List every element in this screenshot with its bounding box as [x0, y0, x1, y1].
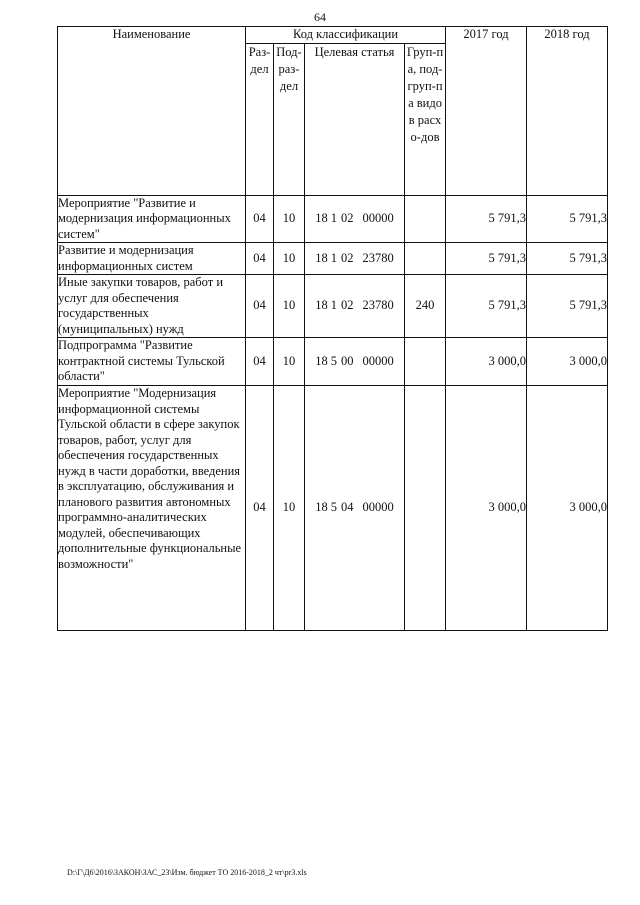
- header-expense-group-text: Груп-па, под-груп-па видов расхо-дов: [406, 44, 444, 145]
- row-name: Мероприятие "Модернизация информационной системы Тульской области в сфере закупок товаров, работ, услуг для обеспечения государственных нужд в части доработки, введения в эксплуатацию, обслуживания и планового развития автономных программно-аналитических модулей, обеспечивающих дополнительные функциональные возможности": [58, 386, 246, 631]
- row-subsection: 10: [274, 275, 305, 338]
- header-year-2018: 2018 год: [527, 27, 608, 196]
- page-number: 64: [314, 10, 326, 24]
- article-code-part: 02: [341, 298, 354, 313]
- article-code-part: 1: [330, 211, 337, 225]
- article-code-part: 02: [341, 250, 354, 265]
- article-code-part: 18: [315, 500, 328, 515]
- row-value-2018: 5 791,3: [527, 243, 608, 275]
- table-row: [58, 338, 608, 386]
- row-target-article: [305, 275, 405, 338]
- row-subsection: 10: [274, 243, 305, 275]
- row-name: Развитие и модернизация информационных систем: [58, 243, 246, 275]
- header-section: [246, 43, 274, 195]
- article-code-part: 23780: [362, 250, 394, 265]
- row-subsection: 10: [274, 386, 305, 631]
- article-code-part: 18: [315, 298, 328, 313]
- row-name: Подпрограмма "Развитие контрактной системы Тульской области": [58, 338, 246, 386]
- article-code-part: 00: [341, 353, 354, 368]
- header-subsection: [274, 43, 305, 195]
- row-section: 04: [246, 386, 274, 631]
- article-code-part: 18: [315, 211, 328, 225]
- row-value-2017: 3 000,0: [446, 338, 527, 386]
- row-value-2017: 3 000,0: [446, 386, 527, 631]
- row-target-article: [305, 386, 405, 631]
- file-path-footer: D:\Г\Д6\2016\ЗАКОН\ЗАС_23\Изм. бюджет ТО 2016-2018_2 чт\pr3.xls: [67, 868, 307, 877]
- row-name: Мероприятие "Развитие и модернизация информационных систем": [58, 195, 246, 243]
- table-row: [58, 386, 608, 631]
- article-code-part: 02: [341, 211, 354, 225]
- article-code-part: 18: [315, 353, 328, 368]
- header-name: Наименование: [58, 27, 246, 196]
- row-section: 04: [246, 243, 274, 275]
- article-code-part: 1: [330, 250, 337, 265]
- article-code-part: 1: [330, 298, 337, 313]
- row-expense-group: [405, 195, 446, 243]
- header-classification: Код классификации: [246, 27, 446, 44]
- row-value-2018: 5 791,3: [527, 275, 608, 338]
- table-row: [58, 195, 608, 243]
- row-expense-group: [405, 243, 446, 275]
- article-code-part: 5: [330, 500, 337, 515]
- table-row: [58, 243, 608, 275]
- row-value-2018: 3 000,0: [527, 338, 608, 386]
- row-target-article: [305, 243, 405, 275]
- row-section: 04: [246, 275, 274, 338]
- article-code-part: 00000: [362, 500, 394, 515]
- row-value-2017: 5 791,3: [446, 195, 527, 243]
- table-row: [58, 275, 608, 338]
- header-year-2017: 2017 год: [446, 27, 527, 196]
- article-code-part: 23780: [362, 298, 394, 313]
- article-code-part: 00000: [362, 353, 394, 368]
- row-target-article: [305, 338, 405, 386]
- article-code-part: 18: [315, 250, 328, 265]
- article-code-part: 00000: [362, 211, 394, 225]
- header-expense-group: [405, 43, 446, 195]
- article-code-part: 04: [341, 500, 354, 515]
- row-target-article: [305, 195, 405, 243]
- row-section: 04: [246, 195, 274, 243]
- row-name: Иные закупки товаров, работ и услуг для обеспечения государственных (муниципальных) нужд: [58, 275, 246, 338]
- row-value-2018: 3 000,0: [527, 386, 608, 631]
- header-row: [58, 27, 608, 44]
- row-value-2017: 5 791,3: [446, 275, 527, 338]
- row-value-2017: 5 791,3: [446, 243, 527, 275]
- row-section: 04: [246, 338, 274, 386]
- header-target-article: Целевая статья: [305, 43, 405, 195]
- row-expense-group: 240: [405, 275, 446, 338]
- budget-table: [57, 26, 608, 631]
- row-subsection: 10: [274, 338, 305, 386]
- row-expense-group: [405, 338, 446, 386]
- row-expense-group: [405, 386, 446, 631]
- row-value-2018: 5 791,3: [527, 195, 608, 243]
- header-subsection-text: Под-раз-дел: [276, 44, 302, 93]
- header-section-text: Раз-дел: [248, 44, 271, 76]
- article-code-part: 5: [330, 353, 337, 368]
- row-subsection: 10: [274, 195, 305, 243]
